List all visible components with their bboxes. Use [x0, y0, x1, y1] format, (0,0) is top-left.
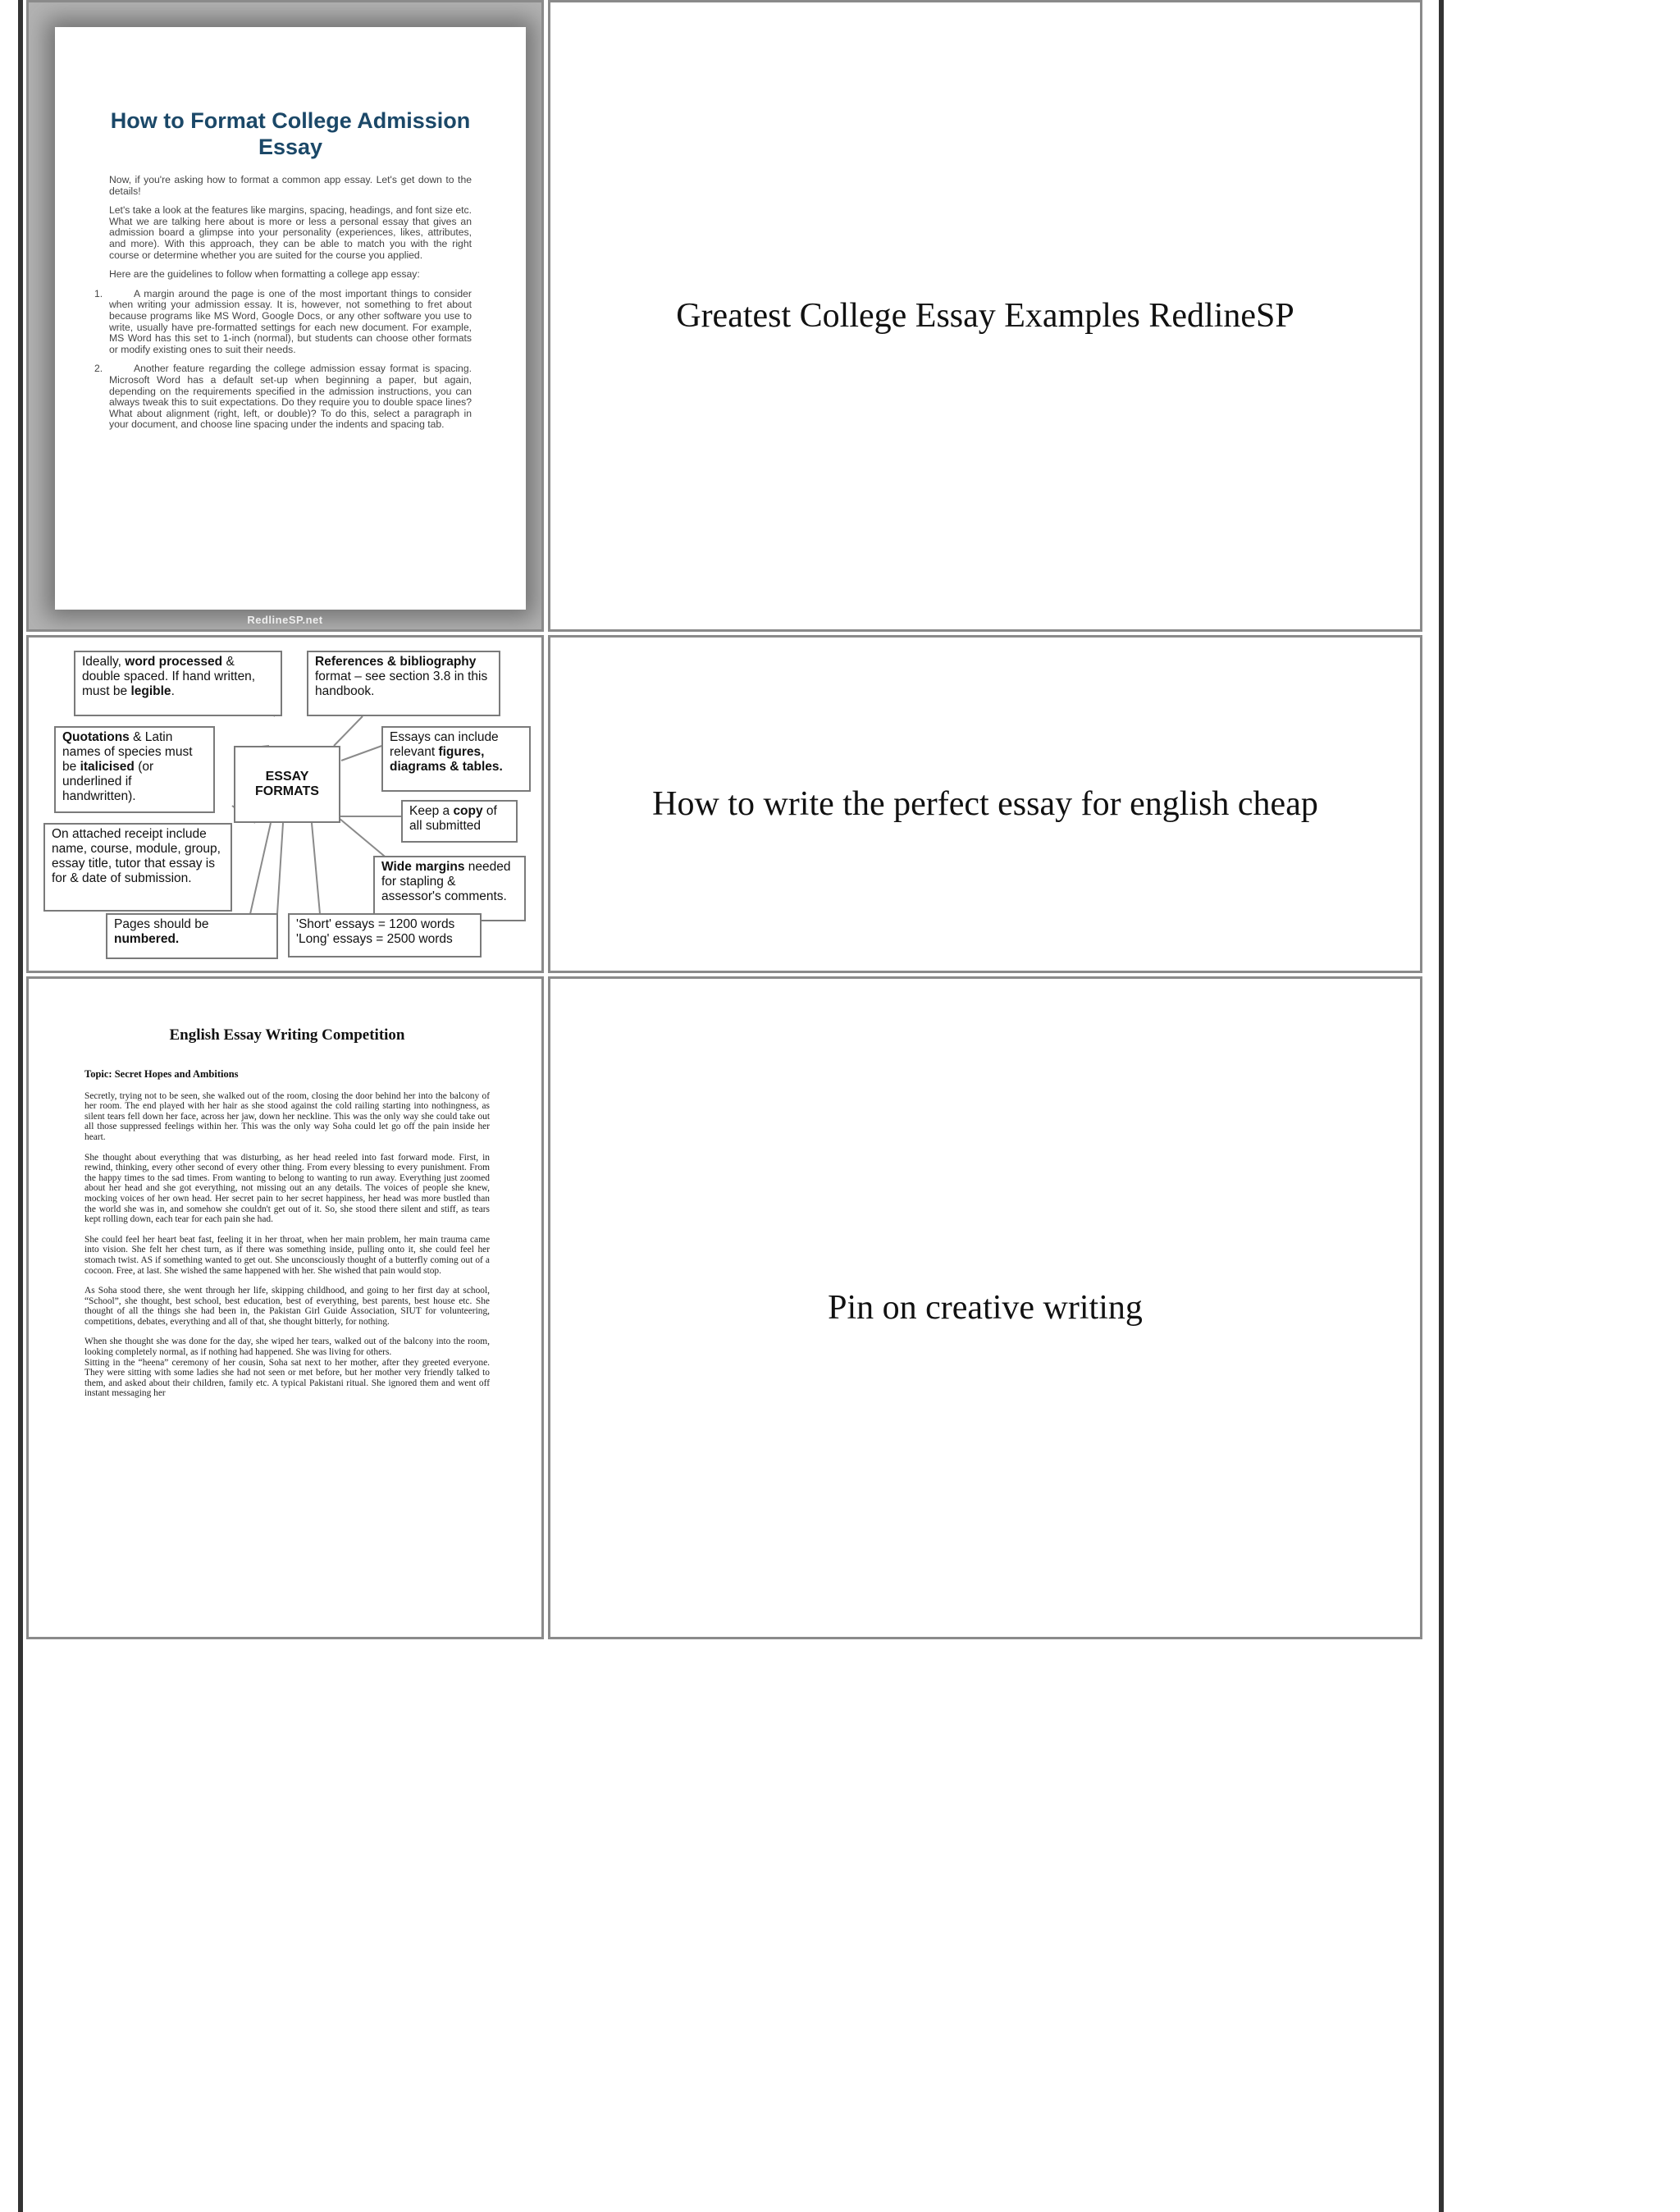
- caption-cell[interactable]: [548, 976, 1422, 1639]
- paragraph: When she thought she was done for the day, she wiped her tears, walked out of the balcony into the room, looking completely normal, as if nothing had happened. She was living for others.: [84, 1337, 490, 1358]
- diagram-box-copy: Keep a copy of all submitted: [401, 800, 518, 843]
- thumbnail-title: How to Format College Admission Essay: [110, 108, 471, 159]
- essay-topic: Topic: Secret Hopes and Ambitions: [84, 1068, 239, 1080]
- list-item: [94, 287, 472, 356]
- thumbnail-essay-competition[interactable]: [26, 976, 544, 1639]
- thumbnail-format-college-essay[interactable]: [26, 0, 544, 632]
- paragraph: She thought about everything that was disturbing, as her head reeled into fast forward mode. First, in rewind, thinking, every other second of every other thing. From every blessing to every punishment. From the happy times to the sad times. From wanting to belong to wanting to run away. Everything just zoomed about her head and she got everything, not missing out an any details. The voices of people she knew, mocking voices of her own head. Her secret pain to her secret happiness, her head was more bustled than the world she was in, and somehow she couldn't get out of it. So, she stood there silent and stiff, as tears kept rolling down, each tear for each pain she had.: [84, 1152, 490, 1225]
- thumbnail-essay-formats-diagram[interactable]: [26, 635, 544, 973]
- paragraph: Now, if you're asking how to format a common app essay. Let's get down to the details!: [109, 174, 472, 197]
- list-number: 1.: [94, 287, 103, 299]
- paragraph: Here are the guidelines to follow when formatting a college app essay:: [109, 268, 420, 281]
- diagram-box-receipt: On attached receipt include name, course, module, group, essay title, tutor that essay is for & date of submission.: [43, 823, 232, 912]
- paragraph: She could feel her heart beat fast, feeling it in her throat, when her main problem, her main trauma came into vision. She felt her chest turn, as if there was something inside, pulling onto it, she could feel her stomach twist. AS if something wanted to get out. She unconsciously thought of a butterfly coming out of a cocoon. Free, at last. She wished the same happened with her. She wished that pain would stop.: [84, 1234, 490, 1276]
- caption-link[interactable]: Pin on creative writing: [828, 1289, 1143, 1327]
- list-item: [94, 363, 472, 431]
- list-text: A margin around the page is one of the most important things to consider when writing your admission essay. It is, however, not something to fret about because programs like MS Word, Google Docs, or any other software you use to write, usually have pre-formatted settings for each new document. For example, MS Word has this set to 1-inch (normal), but students can choose other formats or modify existing ones to suit their needs.: [109, 287, 472, 355]
- caption-cell[interactable]: [548, 0, 1422, 632]
- caption-link[interactable]: Greatest College Essay Examples RedlineSP: [676, 297, 1294, 335]
- paragraph: Sitting in the “heena” ceremony of her cousin, Soha sat next to her mother, after they greeted everyone. They were sitting with some ladies she had not seen or met before, but her mother very friendly talked to them, and asked about their children, family etc. A typical Pakistani ritual. She ignored them and went off instant messaging her: [84, 1357, 490, 1399]
- diagram-box-quotations: Quotations & Latin names of species must be italicised (or underlined if handwritten).: [54, 726, 215, 813]
- caption-cell[interactable]: [548, 635, 1422, 973]
- paragraph: Let's take a look at the features like margins, spacing, headings, and font size etc. What we are talking here about is more or less a personal essay that gives an admission board a glimpse into your personality (experiences, likes, attributes, and more). With this approach, they can be able to match you with the right course or determine whether you are suited for the course you applied.: [109, 204, 472, 261]
- paragraph: Secretly, trying not to be seen, she walked out of the room, closing the door behind her into the balcony of her room. The end played with her hair as she stood against the cold railing starting into nothingness, as silent tears fell down her face, across her jaw, down her neckline. This was the only way she could take out all those suppressed feelings within her. This was the only way Soha could let go off the pain inside her heart.: [84, 1090, 490, 1142]
- essay-page: [55, 27, 526, 610]
- diagram-center-essay-formats: ESSAY FORMATS: [234, 746, 340, 823]
- caption-link[interactable]: How to write the perfect essay for english cheap: [652, 785, 1318, 823]
- diagram-box-word-processed: Ideally, word processed & double spaced. If hand written, must be legible.: [74, 651, 282, 716]
- watermark: RedlineSP.net: [247, 614, 323, 626]
- thumbnail-title: English Essay Writing Competition: [169, 1026, 405, 1044]
- list-text: Another feature regarding the college admission essay format is spacing. Microsoft Word has a default set-up when beginning a paper, but again, depending on the requirements specified in the admission instructions, you can always tweak this to suit expectations. Do they require you to double space lines? What about alignment (right, left, or double)? To do this, select a paragraph in your document, and choose line spacing under the indents and spacing tab.: [109, 363, 472, 431]
- essay-document: [84, 1026, 490, 1409]
- diagram-box-margins: Wide margins needed for stapling & assessor's comments.: [373, 856, 526, 921]
- diagram-box-word-counts: 'Short' essays = 1200 words 'Long' essays = 2500 words: [288, 913, 482, 957]
- diagram-box-page-numbers: Pages should be numbered.: [106, 913, 278, 959]
- paragraph: As Soha stood there, she went through her life, skipping childhood, and going to her first day at school, “School”, she thought, best school, best education, best of everything, best parents, best house etc. She thought of all the things she had been in, the Pakistan Girl Guide Association, SIUT for volunteering, competitions, debates, everything and all of that, she thought bitterly, for nothing.: [84, 1286, 490, 1327]
- list-number: 2.: [94, 363, 103, 375]
- diagram-box-references: References & bibliography format – see section 3.8 in this handbook.: [307, 651, 500, 716]
- diagram-box-figures: Essays can include relevant figures, diagrams & tables.: [381, 726, 531, 792]
